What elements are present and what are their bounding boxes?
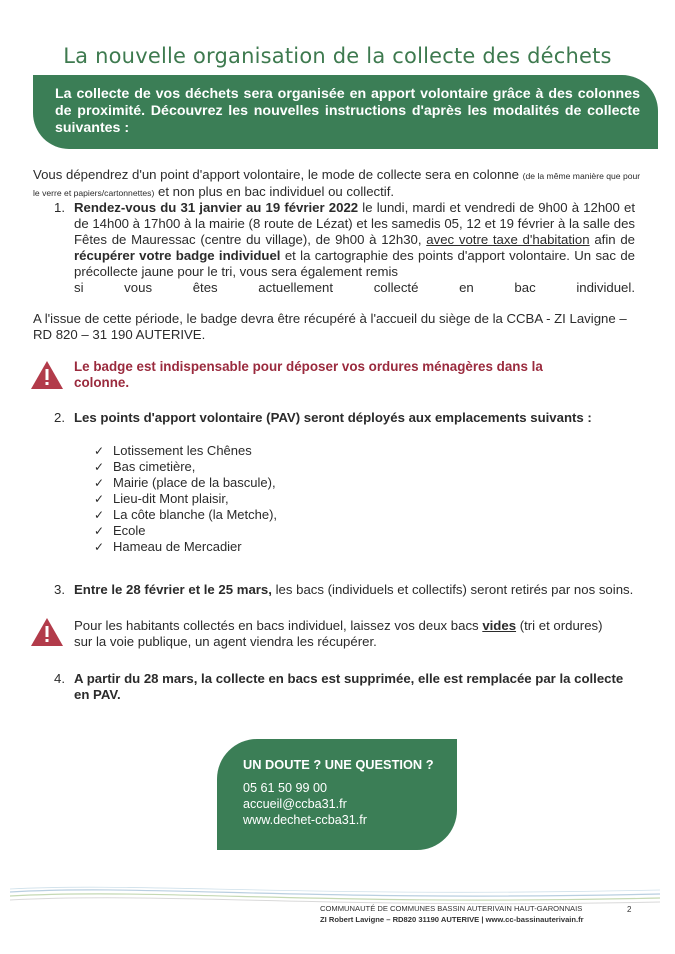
check-icon: ✓: [94, 540, 105, 554]
item-1-text-3: et la cartographie des points d'apport volontaire. Un sac de précollecte jaune pour le tri, vous sera également remis: [74, 248, 635, 279]
list-item: [94, 475, 277, 491]
list-item: [94, 523, 277, 539]
item-2-text: Les points d'apport volontaire (PAV) seront déployés aux emplacements suivants :: [74, 410, 592, 425]
bins-warning: [74, 618, 619, 650]
check-icon: ✓: [94, 460, 105, 474]
warning-triangle-icon: [30, 617, 64, 647]
location-label: Lieu-dit Mont plaisir,: [113, 491, 229, 506]
item-1-last-line: si vous êtes actuellement collecté en bac individuel.: [74, 280, 635, 295]
collection-mode-paragraph: [33, 167, 643, 201]
list-item: [94, 443, 277, 459]
location-label: Ecole: [113, 523, 146, 538]
badge-pickup-paragraph: A l'issue de cette période, le badge devra être récupéré à l'accueil du siège de la CCBA - ZI Lavigne – RD 820 – 31 190 AUTERIVE.: [33, 311, 627, 342]
location-label: Bas cimetière,: [113, 459, 196, 474]
contact-heading: UN DOUTE ? UNE QUESTION ?: [243, 757, 434, 772]
bins-warning-text: Pour les habitants collectés en bacs individuel, laissez vos deux bacs: [74, 618, 483, 633]
item-3-desc: les bacs (individuels et collectifs) seront retirés par nos soins.: [271, 582, 634, 597]
check-icon: ✓: [94, 508, 105, 522]
location-label: La côte blanche (la Metche),: [113, 507, 278, 522]
location-label: Mairie (place de la bascule),: [113, 475, 276, 490]
footer-website[interactable]: www.cc-bassinauterivain.fr: [485, 915, 584, 924]
item-1-number: 1.: [54, 200, 65, 215]
intro-banner: La collecte de vos déchets sera organisée en apport volontaire grâce à des colonnes de proximité. Découvrez les nouvelles instructions d'après les modalités de collecte suivantes :: [33, 75, 658, 149]
contact-email[interactable]: accueil@ccba31.fr: [243, 797, 347, 811]
collection-mode-text: Vous dépendrez d'un point d'apport volontaire, le mode de collecte sera en colonne: [33, 167, 523, 182]
check-icon: ✓: [94, 524, 105, 538]
item-3-dates: Entre le 28 février et le 25 mars,: [74, 582, 272, 597]
list-item: [94, 507, 277, 523]
item-1-text-2: afin de: [589, 232, 635, 247]
item-1-dates: Rendez-vous du 31 janvier au 19 février 2022: [74, 200, 359, 215]
page-title: La nouvelle organisation de la collecte des déchets: [63, 44, 612, 68]
locations-list: [94, 443, 277, 555]
page-number: 2: [627, 905, 632, 914]
badge-warning: Le badge est indispensable pour déposer vos ordures ménagères dans la colonne.: [74, 359, 543, 390]
list-item: [94, 491, 277, 507]
contact-website[interactable]: www.dechet-ccba31.fr: [243, 813, 367, 827]
item-1-badge: récupérer votre badge individuel: [74, 248, 281, 263]
bins-empty-emphasis: vides: [482, 618, 517, 633]
item-1-text: [74, 200, 635, 296]
contact-box: [217, 739, 457, 850]
item-1-schedule: le lundi, mardi et vendredi de 9h00 à 12h00 et de 14h00 à 17h00 à la mairie (8 route de Lézat) et les samedis 05, 12 et 19 février à la salle des Fêtes de Mauressac (centre du village), de 9h00 à 12h30,: [74, 200, 636, 247]
item-4-text: A partir du 28 mars, la collecte en bacs est supprimée, elle est remplacée par la collecte en PAV.: [74, 671, 624, 702]
warning-triangle-icon: [30, 360, 64, 390]
collection-mode-note: (de la même manière que pour le verre et papiers/cartonnettes): [33, 171, 641, 198]
item-2-number: 2.: [54, 410, 65, 425]
list-item: [94, 539, 277, 555]
item-3-text: [74, 582, 634, 598]
footer-org: COMMUNAUTÉ DE COMMUNES BASSIN AUTERIVAIN HAUT-GARONNAIS: [320, 904, 583, 913]
check-icon: ✓: [94, 444, 105, 458]
contact-phone[interactable]: 05 61 50 99 00: [243, 781, 328, 795]
item-1-tax-note: avec votre taxe d'habitation: [426, 232, 590, 247]
check-icon: ✓: [94, 492, 105, 506]
bins-warning-text-end: (tri et ordures) sur la voie publique, un agent viendra les récupérer.: [74, 618, 603, 649]
location-label: Lotissement les Chênes: [113, 443, 252, 458]
check-icon: ✓: [94, 476, 105, 490]
item-4-number: 4.: [54, 671, 65, 686]
footer-address: [320, 914, 584, 925]
list-item: [94, 459, 277, 475]
collection-mode-text-end: et non plus en bac individuel ou collectif.: [154, 184, 395, 199]
footer-address-text: ZI Robert Lavigne – RD820 31190 AUTERIVE |: [320, 915, 486, 924]
item-3-number: 3.: [54, 582, 65, 597]
footer: [320, 903, 584, 925]
location-label: Hameau de Mercadier: [113, 539, 242, 554]
